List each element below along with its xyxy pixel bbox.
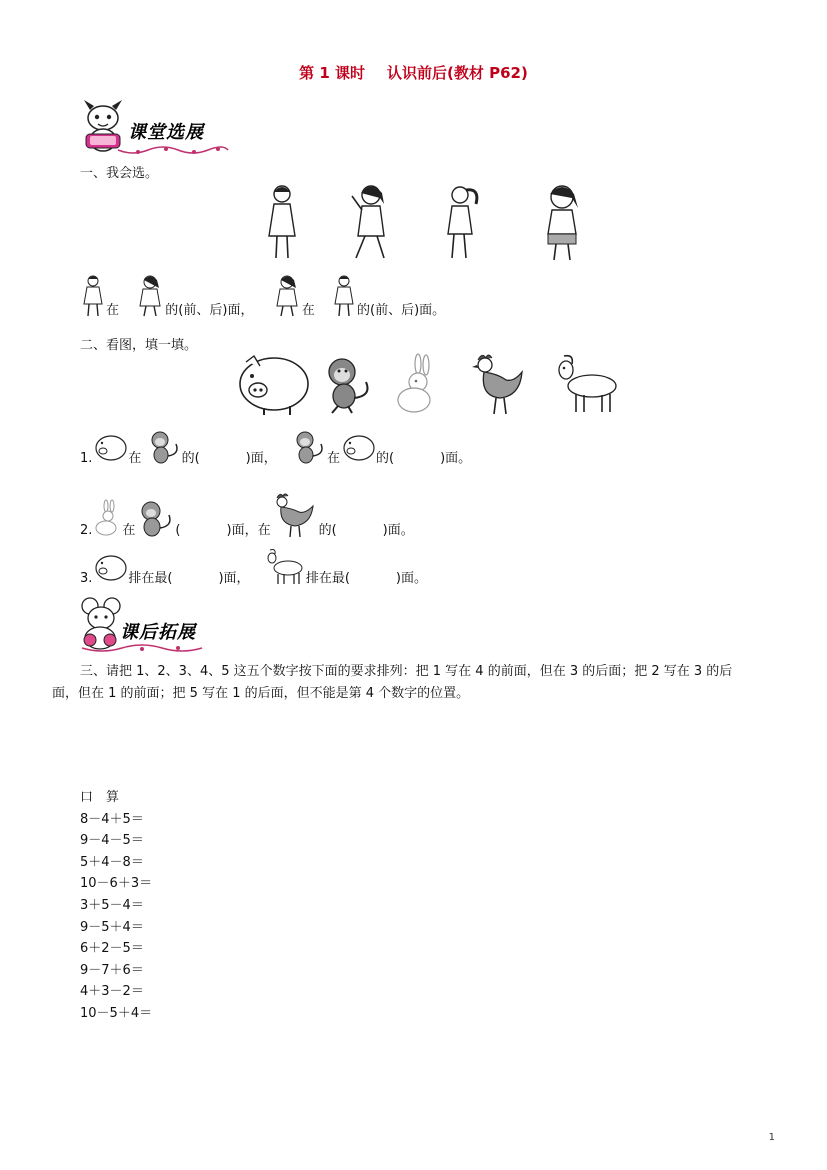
question-3-answer-area[interactable] bbox=[80, 706, 680, 776]
q2-3-text-mian: )面， bbox=[218, 571, 250, 586]
oral-calc-item: 6＋2－5＝ bbox=[80, 941, 144, 957]
girl-small-icon bbox=[135, 274, 165, 318]
q2-2-text-paren: ( bbox=[175, 523, 181, 538]
rooster-small-icon bbox=[271, 492, 319, 538]
goat-icon bbox=[552, 354, 622, 416]
rooster-icon bbox=[470, 352, 526, 416]
item-number: 2. bbox=[80, 523, 93, 538]
monkey-small-icon bbox=[135, 500, 175, 538]
pig-small-icon bbox=[92, 430, 128, 466]
question-2-item-3 bbox=[80, 548, 427, 586]
monkey-small-icon bbox=[146, 430, 182, 466]
q2-3-text-last: 排在最( bbox=[305, 571, 350, 586]
q2-2-text-mian-zai: )面，在 bbox=[226, 523, 271, 538]
q1-text-de-2: 的(前、后)面。 bbox=[357, 303, 446, 318]
page-number: 1 bbox=[768, 1132, 775, 1143]
girl-small-icon bbox=[272, 274, 302, 318]
oral-calc-section bbox=[80, 787, 152, 1025]
item-number: 1. bbox=[80, 451, 93, 466]
pig-small-icon bbox=[92, 550, 128, 586]
section-banner-classroom bbox=[76, 96, 226, 160]
girl-1-icon bbox=[262, 184, 302, 262]
pig-small-icon bbox=[340, 430, 376, 466]
question-2-item-1 bbox=[80, 430, 471, 466]
girl-small-icon bbox=[80, 274, 106, 318]
decorative-vine bbox=[118, 144, 228, 158]
q2-1-text-zai-2: 在 bbox=[327, 451, 341, 466]
girl-4-icon bbox=[534, 184, 590, 262]
q2-3-text-mian-2: )面。 bbox=[395, 571, 427, 586]
rabbit-icon bbox=[388, 354, 440, 416]
banner-label: 课后拓展 bbox=[120, 622, 196, 643]
question-3-line-2: 面，但在 1 的前面；把 5 写在 1 的后面，但不能是第 4 个数字的位置。 bbox=[52, 686, 470, 701]
animals-picture bbox=[234, 352, 624, 418]
question-1-line bbox=[80, 274, 445, 318]
lesson-number: 第 1 课时 bbox=[299, 64, 366, 82]
oral-calc-item: 10－6＋3＝ bbox=[80, 876, 153, 892]
q2-1-text-mian-2: )面。 bbox=[440, 451, 472, 466]
q2-3-text-first: 排在最( bbox=[128, 571, 173, 586]
q2-2-text-zai: 在 bbox=[122, 523, 136, 538]
rabbit-small-icon bbox=[92, 500, 122, 538]
girl-2-icon bbox=[346, 184, 396, 262]
monkey-small-icon bbox=[291, 430, 327, 466]
question-2-item-2 bbox=[80, 492, 414, 538]
q1-text-de-1: 的(前、后)面， bbox=[165, 303, 254, 318]
lesson-topic: 认识前后(教材 P62) bbox=[387, 64, 528, 82]
q2-1-text-zai: 在 bbox=[128, 451, 142, 466]
oral-calc-heading: 口 算 bbox=[80, 790, 120, 805]
oral-calc-item: 5＋4－8＝ bbox=[80, 854, 144, 870]
girl-3-icon bbox=[440, 184, 486, 262]
oral-calc-item: 8－4＋5＝ bbox=[80, 811, 144, 827]
q2-2-text-de: 的( bbox=[318, 523, 337, 538]
monkey-icon bbox=[320, 356, 376, 414]
q2-1-text-de-2: 的( bbox=[376, 451, 395, 466]
oral-calc-item: 3＋5－4＝ bbox=[80, 897, 144, 913]
q2-1-text-mian: )面， bbox=[245, 451, 277, 466]
girl-small-icon bbox=[331, 274, 357, 318]
oral-calc-item: 9－7＋6＝ bbox=[80, 962, 144, 978]
item-number: 3. bbox=[80, 571, 93, 586]
girls-picture bbox=[262, 184, 592, 262]
oral-calc-item: 9－5＋4＝ bbox=[80, 919, 144, 935]
oral-calc-item: 9－4－5＝ bbox=[80, 833, 144, 849]
goat-small-icon bbox=[264, 548, 306, 586]
decorative-vine bbox=[82, 642, 202, 654]
q2-2-text-mian: )面。 bbox=[382, 523, 414, 538]
oral-calc-item: 4＋3－2＝ bbox=[80, 984, 144, 1000]
q1-text-zai-2: 在 bbox=[301, 303, 315, 318]
page-title bbox=[0, 62, 827, 83]
question-3-line-1: 三、请把 1、2、3、4、5 这五个数字按下面的要求排列：把 1 写在 4 的前面，但在 3 的后面；把 2 写在 3 的后 bbox=[80, 664, 733, 679]
section-banner-after-class bbox=[76, 596, 226, 654]
question-1-heading: 一、我会选。 bbox=[80, 166, 159, 181]
q2-1-text-de: 的( bbox=[181, 451, 200, 466]
q1-text-zai-1: 在 bbox=[106, 303, 120, 318]
oral-calc-item: 10－5＋4＝ bbox=[80, 1005, 153, 1021]
question-2-heading: 二、看图，填一填。 bbox=[80, 338, 198, 353]
pig-icon bbox=[234, 352, 310, 416]
banner-label: 课堂选展 bbox=[128, 122, 204, 143]
